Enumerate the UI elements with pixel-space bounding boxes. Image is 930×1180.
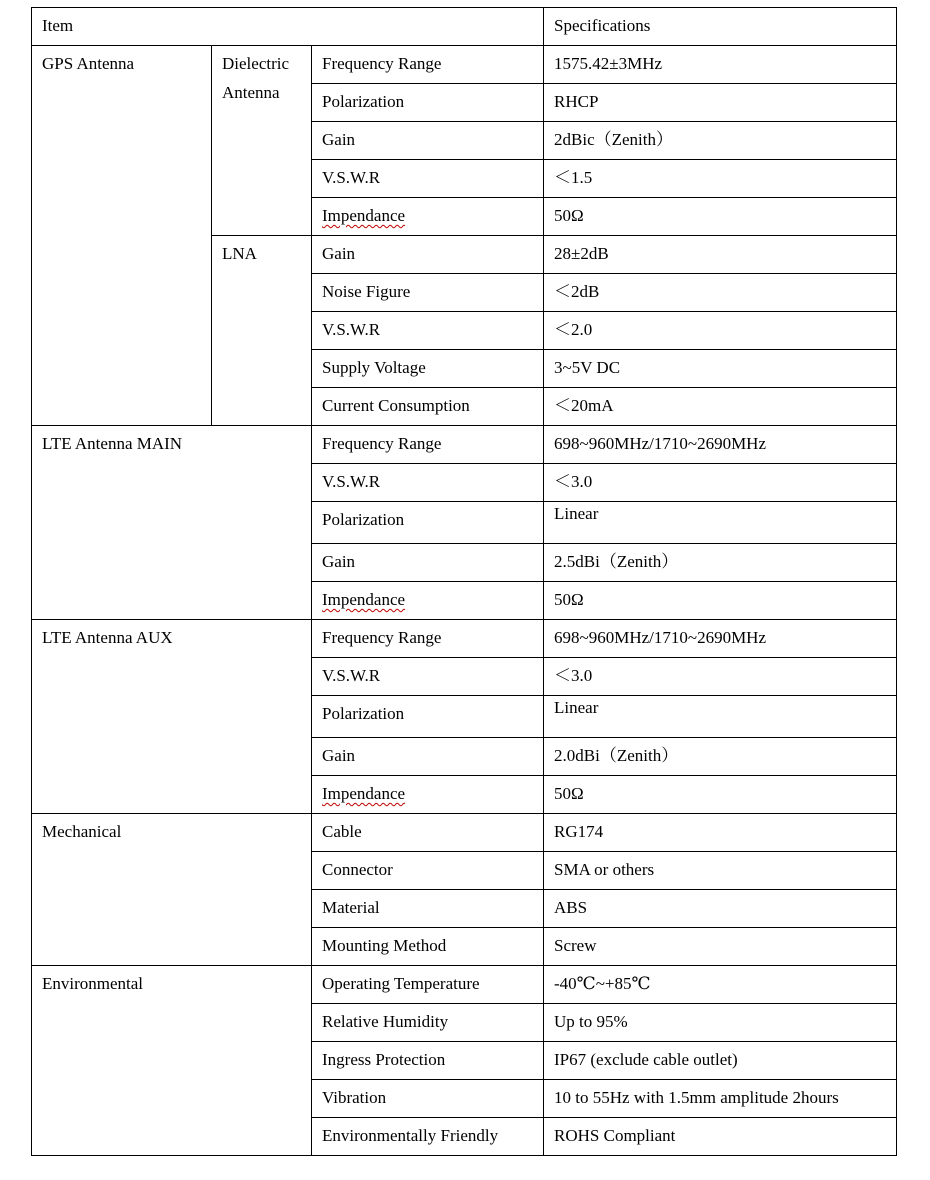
param-cell: Connector: [312, 852, 544, 890]
value-cell: ＜1.5: [544, 160, 897, 198]
value-cell: ＜2.0: [544, 312, 897, 350]
table-row: [32, 46, 897, 84]
value-cell: RHCP: [544, 84, 897, 122]
param-cell: Frequency Range: [312, 46, 544, 84]
param-cell: Polarization: [312, 84, 544, 122]
param-cell: Material: [312, 890, 544, 928]
value-cell: -40℃~+85℃: [544, 966, 897, 1004]
param-cell: [312, 582, 544, 620]
value-cell: ＜20mA: [544, 388, 897, 426]
header-item: Item: [32, 8, 544, 46]
param-cell: V.S.W.R: [312, 658, 544, 696]
param-cell: Relative Humidity: [312, 1004, 544, 1042]
value-cell: 10 to 55Hz with 1.5mm amplitude 2hours: [544, 1080, 897, 1118]
param-text-impendance: Impendance: [322, 784, 406, 803]
value-cell: 2dBic（Zenith）: [544, 122, 897, 160]
group-lte-antenna-aux: LTE Antenna AUX: [32, 620, 312, 814]
subgroup-lna: LNA: [212, 236, 312, 426]
param-cell: Gain: [312, 544, 544, 582]
value-cell: Linear: [544, 502, 897, 544]
value-cell: 1575.42±3MHz: [544, 46, 897, 84]
param-cell: [312, 776, 544, 814]
param-cell: Polarization: [312, 696, 544, 738]
value-cell: RG174: [544, 814, 897, 852]
param-text-impendance: Impendance: [322, 206, 406, 225]
table-row: [32, 814, 897, 852]
param-cell: Current Consumption: [312, 388, 544, 426]
value-cell: Screw: [544, 928, 897, 966]
subgroup-dielectric-antenna: [212, 46, 312, 236]
param-cell: V.S.W.R: [312, 464, 544, 502]
value-cell: ABS: [544, 890, 897, 928]
param-cell: V.S.W.R: [312, 312, 544, 350]
value-cell: 50Ω: [544, 776, 897, 814]
param-cell: Gain: [312, 236, 544, 274]
value-cell: 698~960MHz/1710~2690MHz: [544, 426, 897, 464]
table-header-row: [32, 8, 897, 46]
param-cell: Supply Voltage: [312, 350, 544, 388]
param-cell: Gain: [312, 738, 544, 776]
group-lte-antenna-main: LTE Antenna MAIN: [32, 426, 312, 620]
param-cell: Frequency Range: [312, 426, 544, 464]
param-cell: Frequency Range: [312, 620, 544, 658]
value-cell: 50Ω: [544, 582, 897, 620]
value-cell: 2.5dBi（Zenith）: [544, 544, 897, 582]
param-cell: [312, 198, 544, 236]
specification-table: [31, 7, 897, 1156]
value-cell: 50Ω: [544, 198, 897, 236]
param-cell: Ingress Protection: [312, 1042, 544, 1080]
subgroup-dielectric-line1: Dielectric: [222, 54, 290, 73]
param-cell: Polarization: [312, 502, 544, 544]
header-specifications: Specifications: [544, 8, 897, 46]
value-cell: Up to 95%: [544, 1004, 897, 1042]
param-text-impendance: Impendance: [322, 590, 406, 609]
value-cell: ＜3.0: [544, 464, 897, 502]
value-cell: 2.0dBi（Zenith）: [544, 738, 897, 776]
param-cell: Operating Temperature: [312, 966, 544, 1004]
value-cell: ＜3.0: [544, 658, 897, 696]
value-cell: 698~960MHz/1710~2690MHz: [544, 620, 897, 658]
value-cell: Linear: [544, 696, 897, 738]
param-cell: Cable: [312, 814, 544, 852]
group-mechanical: Mechanical: [32, 814, 312, 966]
table-row: [32, 620, 897, 658]
value-cell: ROHS Compliant: [544, 1118, 897, 1156]
param-cell: Vibration: [312, 1080, 544, 1118]
group-gps-antenna: GPS Antenna: [32, 46, 212, 426]
value-cell: 3~5V DC: [544, 350, 897, 388]
param-cell: V.S.W.R: [312, 160, 544, 198]
value-cell: IP67 (exclude cable outlet): [544, 1042, 897, 1080]
param-cell: Noise Figure: [312, 274, 544, 312]
param-cell: Mounting Method: [312, 928, 544, 966]
subgroup-dielectric-line2: Antenna: [222, 83, 280, 102]
group-environmental: Environmental: [32, 966, 312, 1156]
value-cell: ＜2dB: [544, 274, 897, 312]
param-cell: Environmentally Friendly: [312, 1118, 544, 1156]
value-cell: 28±2dB: [544, 236, 897, 274]
table-row: [32, 426, 897, 464]
value-cell: SMA or others: [544, 852, 897, 890]
table-row: [32, 966, 897, 1004]
param-cell: Gain: [312, 122, 544, 160]
